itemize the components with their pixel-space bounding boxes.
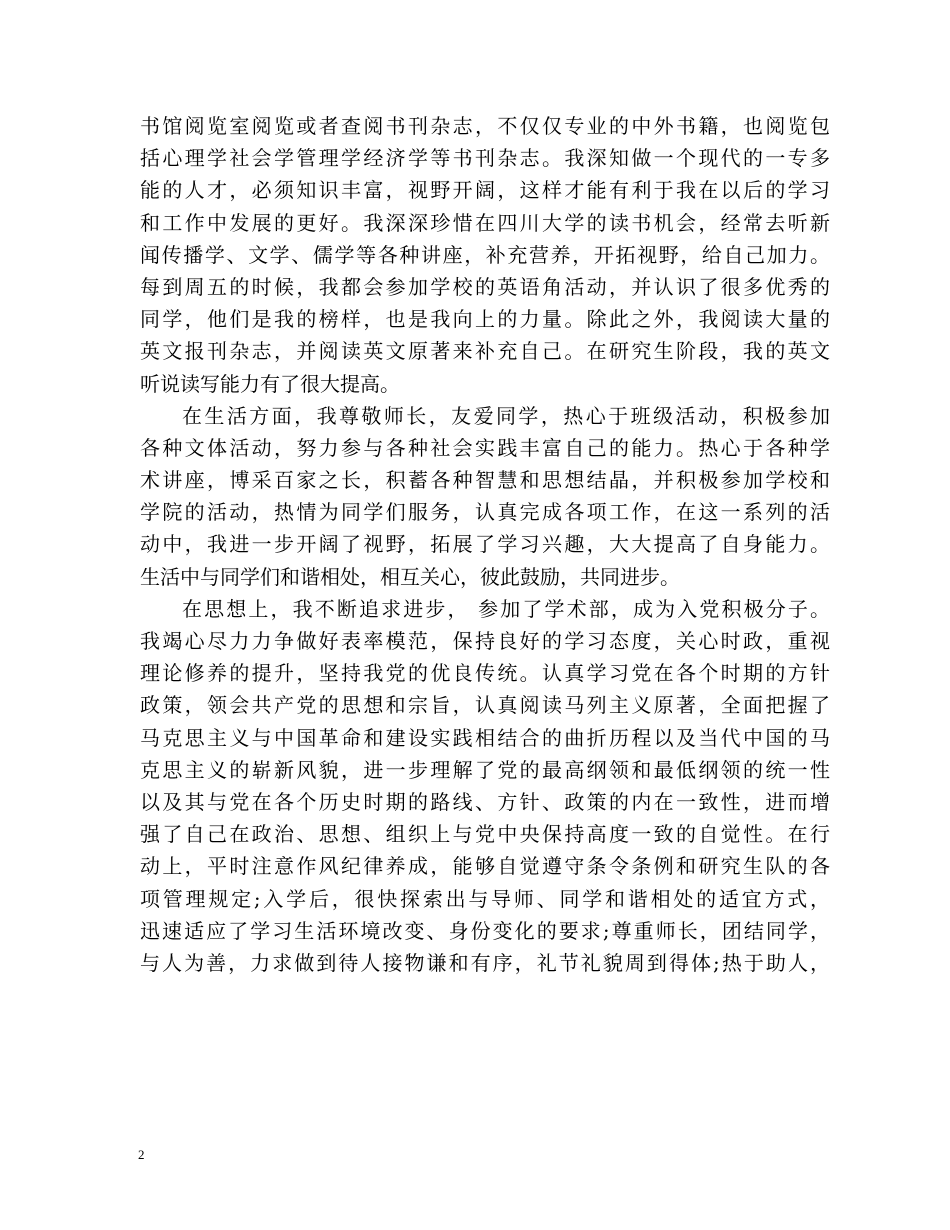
text-line: 英文报刊杂志，并阅读英文原著来补充自己。在研究生阶段，我的英文 (140, 339, 830, 364)
text-line: 闻传播学、文学、儒学等各种讲座，补充营养，开拓视野，给自己加力。 (140, 242, 830, 267)
text-line: 听说读写能力有了很大提高。 (140, 371, 400, 396)
text-line: 各种文体活动，努力参与各种社会实践丰富自己的能力。热心于各种学 (140, 435, 830, 460)
text-line: 与人为善，力求做到待人接物谦和有序，礼节礼貌周到得体;热于助人， (140, 950, 830, 975)
body-text (140, 110, 830, 979)
text-line: 马克思主义与中国革命和建设实践相结合的曲折历程以及当代中国的马 (140, 725, 830, 750)
text-line: 动上，平时注意作风纪律养成，能够自觉遵守条令条例和研究生队的各 (140, 854, 830, 879)
paragraph-first-line: 在生活方面，我尊敬师长，友爱同学，热心于班级活动，积极参加 (182, 403, 830, 428)
text-line: 理论修养的提升，坚持我党的优良传统。认真学习党在各个时期的方针 (140, 661, 830, 686)
text-line: 迅速适应了学习生活环境改变、身份变化的要求;尊重师长，团结同学， (140, 918, 830, 943)
text-line: 每到周五的时候，我都会参加学校的英语角活动，并认识了很多优秀的 (140, 274, 830, 299)
text-line: 以及其与党在各个历史时期的路线、方针、政策的内在一致性，进而增 (140, 789, 830, 814)
text-line: 生活中与同学们和谐相处，相互关心，彼此鼓励，共同进步。 (140, 564, 680, 589)
page-number: 2 (138, 1147, 145, 1162)
text-line: 和工作中发展的更好。我深深珍惜在四川大学的读书机会，经常去听新 (140, 210, 830, 235)
text-line: 克思主义的崭新风貌，进一步理解了党的最高纲领和最低纲领的统一性 (140, 757, 830, 782)
text-line: 括心理学社会学管理学经济学等书刊杂志。我深知做一个现代的一专多 (140, 146, 830, 171)
text-line: 我竭心尽力力争做好表率模范，保持良好的学习态度，关心时政，重视 (140, 629, 830, 653)
text-line: 同学，他们是我的榜样，也是我向上的力量。除此之外，我阅读大量的 (140, 307, 830, 332)
paragraph-first-line: 在思想上，我不断追求进步， 参加了学术部，成为入党积极分子。 (182, 596, 830, 621)
text-line: 书馆阅览室阅览或者查阅书刊杂志，不仅仅专业的中外书籍，也阅览包 (140, 114, 830, 138)
text-line: 学院的活动，热情为同学们服务，认真完成各项工作，在这一系列的活 (140, 500, 830, 525)
text-line: 术讲座，博采百家之长，积蓄各种智慧和思想结晶，并积极参加学校和 (140, 468, 830, 493)
text-line: 强了自己在政治、思想、组织上与党中央保持高度一致的自觉性。在行 (140, 822, 830, 847)
text-line: 能的人才，必须知识丰富，视野开阔，这样才能有利于我在以后的学习 (140, 178, 830, 203)
text-line: 政策，领会共产党的思想和宗旨，认真阅读马列主义原著，全面把握了 (140, 693, 830, 718)
text-line: 项管理规定;入学后，很快探索出与导师、同学和谐相处的适宜方式， (140, 886, 830, 911)
text-line: 动中，我进一步开阔了视野，拓展了学习兴趣，大大提高了自身能力。 (140, 532, 830, 557)
